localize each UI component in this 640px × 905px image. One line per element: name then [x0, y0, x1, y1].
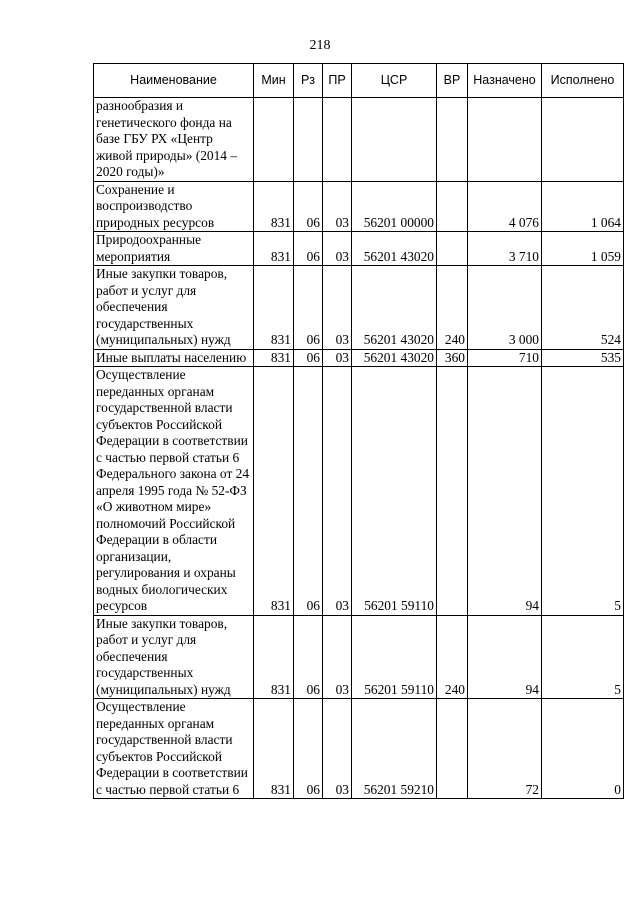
table-row [94, 98, 624, 182]
row-executed: 524 [542, 266, 624, 350]
table-row [94, 615, 624, 699]
row-executed: 1 064 [542, 181, 624, 232]
row-name: Иные закупки товаров, работ и услуг для обеспечения государственных (муниципальных) нужд [94, 266, 254, 350]
row-rz: 06 [294, 349, 323, 367]
row-pr: 03 [323, 232, 352, 266]
row-vr: 240 [437, 266, 468, 350]
row-assigned: 4 076 [468, 181, 542, 232]
row-vr [437, 367, 468, 616]
header-executed: Исполнено [542, 64, 624, 98]
row-vr: 360 [437, 349, 468, 367]
page-number: 218 [309, 38, 331, 53]
row-assigned: 3 000 [468, 266, 542, 350]
table-row [94, 367, 624, 616]
row-vr [437, 699, 468, 799]
row-name: Сохранение и воспроизводство природных ресурсов [94, 181, 254, 232]
header-name: Наименование [94, 64, 254, 98]
row-min [254, 98, 294, 182]
row-min: 831 [254, 615, 294, 699]
row-min: 831 [254, 699, 294, 799]
header-csr: ЦСР [352, 64, 437, 98]
table-row [94, 232, 624, 266]
row-executed [542, 98, 624, 182]
row-vr [437, 181, 468, 232]
row-csr: 56201 43020 [352, 349, 437, 367]
row-assigned: 710 [468, 349, 542, 367]
row-csr: 56201 59110 [352, 615, 437, 699]
table-header-row [94, 64, 624, 98]
row-pr: 03 [323, 349, 352, 367]
table-row [94, 349, 624, 367]
row-vr [437, 98, 468, 182]
table-row [94, 699, 624, 799]
row-csr: 56201 43020 [352, 232, 437, 266]
row-rz: 06 [294, 699, 323, 799]
row-min: 831 [254, 181, 294, 232]
row-min: 831 [254, 367, 294, 616]
row-csr: 56201 59210 [352, 699, 437, 799]
row-csr [352, 98, 437, 182]
row-vr: 240 [437, 615, 468, 699]
row-name: Природоохранные мероприятия [94, 232, 254, 266]
header-pr: ПР [323, 64, 352, 98]
row-csr: 56201 59110 [352, 367, 437, 616]
row-executed: 0 [542, 699, 624, 799]
row-csr: 56201 43020 [352, 266, 437, 350]
row-rz: 06 [294, 367, 323, 616]
row-rz [294, 98, 323, 182]
budget-table [93, 63, 624, 799]
row-name: Осуществление переданных органам государственной власти субъектов Российской Федерации в соответствии с частью первой статьи 6 [94, 699, 254, 799]
table-row [94, 266, 624, 350]
row-name: Иные выплаты населению [94, 349, 254, 367]
row-rz: 06 [294, 232, 323, 266]
row-assigned: 94 [468, 615, 542, 699]
row-executed: 1 059 [542, 232, 624, 266]
row-min: 831 [254, 232, 294, 266]
row-assigned: 72 [468, 699, 542, 799]
row-vr [437, 232, 468, 266]
row-pr [323, 98, 352, 182]
row-name: Иные закупки товаров, работ и услуг для обеспечения государственных (муниципальных) нужд [94, 615, 254, 699]
row-assigned: 3 710 [468, 232, 542, 266]
row-assigned [468, 98, 542, 182]
row-rz: 06 [294, 266, 323, 350]
row-rz: 06 [294, 181, 323, 232]
row-executed: 5 [542, 615, 624, 699]
header-rz: Рз [294, 64, 323, 98]
row-pr: 03 [323, 266, 352, 350]
row-pr: 03 [323, 699, 352, 799]
header-min: Мин [254, 64, 294, 98]
row-rz: 06 [294, 615, 323, 699]
row-pr: 03 [323, 615, 352, 699]
row-min: 831 [254, 349, 294, 367]
row-pr: 03 [323, 367, 352, 616]
table-row [94, 181, 624, 232]
row-pr: 03 [323, 181, 352, 232]
row-assigned: 94 [468, 367, 542, 616]
row-name: разнообразия и генетического фонда на базе ГБУ РХ «Центр живой природы» (2014 – 2020 годы)» [94, 98, 254, 182]
row-executed: 535 [542, 349, 624, 367]
row-min: 831 [254, 266, 294, 350]
row-executed: 5 [542, 367, 624, 616]
header-vr: ВР [437, 64, 468, 98]
row-name: Осуществление переданных органам государственной власти субъектов Российской Федерации в соответствии с частью первой статьи 6 Федерального закона от 24 апреля 1995 года № 52-ФЗ «О животном мире» полномочий Российской Федерации в области организации, регулирования и охраны водных биологических ресурсов [94, 367, 254, 616]
header-assigned: Назначено [468, 64, 542, 98]
row-csr: 56201 00000 [352, 181, 437, 232]
